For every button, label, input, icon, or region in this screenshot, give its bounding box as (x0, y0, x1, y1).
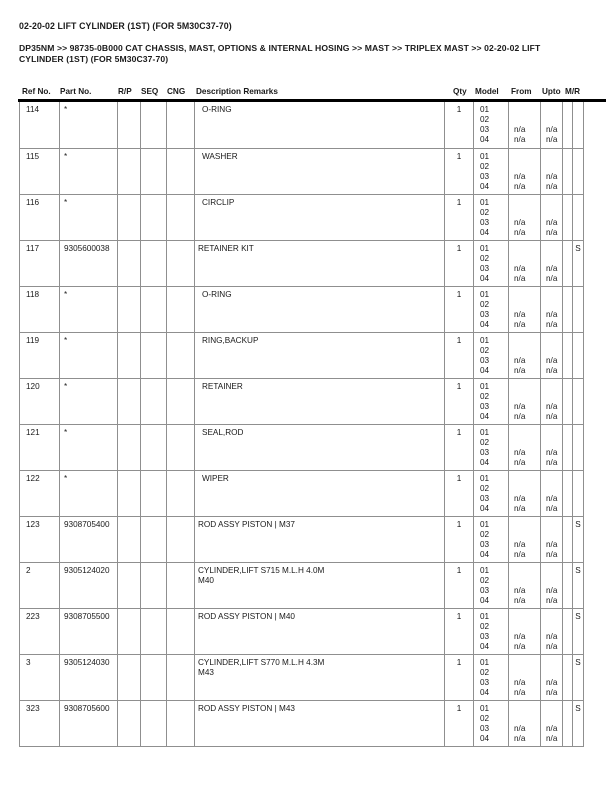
cell-ref-no: 119 (20, 332, 60, 378)
table-row (20, 332, 584, 378)
column-header-part-no: Part No. (60, 87, 92, 96)
cell-mr-right (573, 194, 584, 240)
cell-from: n/a n/a (509, 516, 541, 562)
cell-from: n/a n/a (509, 608, 541, 654)
cell-mr-left (563, 424, 573, 470)
cell-from: n/a n/a (509, 470, 541, 516)
cell-description: ROD ASSY PISTON | M43 (195, 700, 445, 746)
cell-qty: 1 (445, 516, 474, 562)
cell-mr-right (573, 378, 584, 424)
cell-description: ROD ASSY PISTON | M37 (195, 516, 445, 562)
cell-seq (141, 562, 167, 608)
cell-ref-no: 115 (20, 148, 60, 194)
column-header-qty: Qty (453, 87, 467, 96)
cell-mr-right: S (573, 516, 584, 562)
cell-part-no: * (60, 332, 118, 378)
cell-ref-no: 323 (20, 700, 60, 746)
cell-upto: n/a n/a (541, 148, 563, 194)
table-row (20, 194, 584, 240)
cell-ref-no: 123 (20, 516, 60, 562)
cell-cng (167, 240, 195, 286)
cell-mr-right (573, 332, 584, 378)
cell-mr-right (573, 102, 584, 148)
column-header-upto: Upto (542, 87, 561, 96)
table-row (20, 240, 584, 286)
page-title: 02-20-02 LIFT CYLINDER (1ST) (FOR 5M30C37-70) (19, 21, 232, 31)
cell-rp (118, 332, 141, 378)
cell-part-no: 9305124030 (60, 654, 118, 700)
cell-from: n/a n/a (509, 424, 541, 470)
cell-upto: n/a n/a (541, 286, 563, 332)
cell-rp (118, 102, 141, 148)
column-header-rp: R/P (118, 87, 132, 96)
cell-seq (141, 240, 167, 286)
cell-seq (141, 470, 167, 516)
cell-ref-no: 116 (20, 194, 60, 240)
cell-mr-right: S (573, 700, 584, 746)
cell-model: 01 02 03 04 (474, 700, 509, 746)
cell-rp (118, 608, 141, 654)
cell-seq (141, 102, 167, 148)
cell-mr-left (563, 240, 573, 286)
cell-part-no: 9308705400 (60, 516, 118, 562)
cell-qty: 1 (445, 332, 474, 378)
cell-mr-right: S (573, 562, 584, 608)
cell-cng (167, 378, 195, 424)
cell-model: 01 02 03 04 (474, 654, 509, 700)
cell-upto: n/a n/a (541, 516, 563, 562)
cell-from: n/a n/a (509, 654, 541, 700)
cell-mr-left (563, 332, 573, 378)
cell-qty: 1 (445, 424, 474, 470)
cell-rp (118, 286, 141, 332)
cell-description: CYLINDER,LIFT S715 M.L.H 4.0M M40 (195, 562, 445, 608)
cell-from: n/a n/a (509, 562, 541, 608)
cell-description: WASHER (195, 148, 445, 194)
cell-description: CIRCLIP (195, 194, 445, 240)
cell-seq (141, 700, 167, 746)
table-row (20, 608, 584, 654)
cell-cng (167, 102, 195, 148)
parts-table (19, 102, 584, 747)
cell-from: n/a n/a (509, 286, 541, 332)
cell-qty: 1 (445, 194, 474, 240)
cell-mr-left (563, 470, 573, 516)
cell-ref-no: 117 (20, 240, 60, 286)
cell-part-no: 9305600038 (60, 240, 118, 286)
cell-cng (167, 516, 195, 562)
cell-qty: 1 (445, 654, 474, 700)
cell-mr-left (563, 654, 573, 700)
cell-seq (141, 378, 167, 424)
cell-upto: n/a n/a (541, 194, 563, 240)
cell-part-no: * (60, 378, 118, 424)
cell-part-no: 9305124020 (60, 562, 118, 608)
cell-from: n/a n/a (509, 102, 541, 148)
cell-from: n/a n/a (509, 332, 541, 378)
column-header-mr: M/R (565, 87, 581, 96)
cell-seq (141, 286, 167, 332)
cell-rp (118, 424, 141, 470)
cell-seq (141, 148, 167, 194)
cell-from: n/a n/a (509, 194, 541, 240)
cell-ref-no: 114 (20, 102, 60, 148)
cell-mr-left (563, 700, 573, 746)
cell-rp (118, 148, 141, 194)
cell-mr-right: S (573, 654, 584, 700)
cell-model: 01 02 03 04 (474, 470, 509, 516)
cell-ref-no: 121 (20, 424, 60, 470)
cell-qty: 1 (445, 470, 474, 516)
table-row (20, 470, 584, 516)
cell-mr-right (573, 286, 584, 332)
cell-model: 01 02 03 04 (474, 148, 509, 194)
cell-part-no: * (60, 470, 118, 516)
cell-description: RETAINER (195, 378, 445, 424)
cell-model: 01 02 03 04 (474, 562, 509, 608)
cell-model: 01 02 03 04 (474, 332, 509, 378)
cell-mr-right: S (573, 608, 584, 654)
cell-part-no: * (60, 194, 118, 240)
table-column-headers (19, 87, 599, 98)
cell-mr-left (563, 562, 573, 608)
cell-description: RING,BACKUP (195, 332, 445, 378)
parts-table-body (20, 102, 584, 746)
cell-ref-no: 120 (20, 378, 60, 424)
cell-cng (167, 562, 195, 608)
cell-mr-left (563, 194, 573, 240)
cell-description: O-RING (195, 102, 445, 148)
cell-ref-no: 118 (20, 286, 60, 332)
cell-cng (167, 332, 195, 378)
table-row (20, 102, 584, 148)
cell-mr-left (563, 608, 573, 654)
cell-rp (118, 240, 141, 286)
cell-upto: n/a n/a (541, 608, 563, 654)
column-header-model: Model (475, 87, 499, 96)
cell-upto: n/a n/a (541, 332, 563, 378)
cell-upto: n/a n/a (541, 700, 563, 746)
cell-from: n/a n/a (509, 240, 541, 286)
cell-mr-right (573, 424, 584, 470)
cell-qty: 1 (445, 102, 474, 148)
cell-model: 01 02 03 04 (474, 608, 509, 654)
cell-cng (167, 700, 195, 746)
cell-seq (141, 424, 167, 470)
cell-qty: 1 (445, 148, 474, 194)
cell-mr-right (573, 148, 584, 194)
cell-cng (167, 148, 195, 194)
cell-model: 01 02 03 04 (474, 378, 509, 424)
cell-rp (118, 194, 141, 240)
cell-seq (141, 608, 167, 654)
cell-model: 01 02 03 04 (474, 516, 509, 562)
cell-cng (167, 608, 195, 654)
cell-part-no: 9308705600 (60, 700, 118, 746)
cell-seq (141, 332, 167, 378)
cell-qty: 1 (445, 378, 474, 424)
table-row (20, 562, 584, 608)
cell-cng (167, 654, 195, 700)
cell-ref-no: 3 (20, 654, 60, 700)
cell-part-no: * (60, 148, 118, 194)
table-row (20, 700, 584, 746)
cell-mr-left (563, 516, 573, 562)
cell-model: 01 02 03 04 (474, 240, 509, 286)
cell-mr-right: S (573, 240, 584, 286)
cell-model: 01 02 03 04 (474, 424, 509, 470)
cell-rp (118, 470, 141, 516)
cell-ref-no: 122 (20, 470, 60, 516)
cell-cng (167, 194, 195, 240)
cell-rp (118, 516, 141, 562)
cell-qty: 1 (445, 700, 474, 746)
cell-model: 01 02 03 04 (474, 286, 509, 332)
column-header-ref-no: Ref No. (22, 87, 51, 96)
cell-qty: 1 (445, 240, 474, 286)
parts-table-region (19, 102, 587, 757)
cell-from: n/a n/a (509, 700, 541, 746)
cell-model: 01 02 03 04 (474, 194, 509, 240)
cell-description: SEAL,ROD (195, 424, 445, 470)
cell-qty: 1 (445, 608, 474, 654)
cell-rp (118, 700, 141, 746)
cell-upto: n/a n/a (541, 102, 563, 148)
cell-description: RETAINER KIT (195, 240, 445, 286)
column-header-description: Description Remarks (196, 87, 278, 96)
cell-from: n/a n/a (509, 148, 541, 194)
cell-part-no: 9308705500 (60, 608, 118, 654)
cell-from: n/a n/a (509, 378, 541, 424)
cell-seq (141, 654, 167, 700)
cell-rp (118, 654, 141, 700)
cell-mr-left (563, 102, 573, 148)
table-row (20, 148, 584, 194)
cell-upto: n/a n/a (541, 654, 563, 700)
cell-qty: 1 (445, 286, 474, 332)
cell-description: CYLINDER,LIFT S770 M.L.H 4.3M M43 (195, 654, 445, 700)
cell-upto: n/a n/a (541, 470, 563, 516)
table-row (20, 424, 584, 470)
cell-ref-no: 2 (20, 562, 60, 608)
column-header-from: From (511, 87, 532, 96)
table-row (20, 516, 584, 562)
cell-mr-left (563, 378, 573, 424)
cell-upto: n/a n/a (541, 424, 563, 470)
cell-mr-right (573, 470, 584, 516)
cell-seq (141, 516, 167, 562)
breadcrumb: DP35NM >> 98735-0B000 CAT CHASSIS, MAST, OPTIONS & INTERNAL HOSING >> MAST >> TRIPLEX MAST >> 02-20-02 LIFT CYLINDER (1ST) (FOR 5M30C37-70) (19, 43, 541, 64)
cell-mr-left (563, 286, 573, 332)
cell-rp (118, 378, 141, 424)
cell-part-no: * (60, 286, 118, 332)
column-header-cng: CNG (167, 87, 186, 96)
cell-description: WIPER (195, 470, 445, 516)
cell-upto: n/a n/a (541, 562, 563, 608)
cell-cng (167, 470, 195, 516)
cell-description: ROD ASSY PISTON | M40 (195, 608, 445, 654)
cell-ref-no: 223 (20, 608, 60, 654)
cell-model: 01 02 03 04 (474, 102, 509, 148)
table-row (20, 286, 584, 332)
cell-cng (167, 424, 195, 470)
cell-mr-left (563, 148, 573, 194)
cell-seq (141, 194, 167, 240)
table-row (20, 654, 584, 700)
cell-upto: n/a n/a (541, 240, 563, 286)
cell-upto: n/a n/a (541, 378, 563, 424)
cell-part-no: * (60, 102, 118, 148)
column-header-seq: SEQ (141, 87, 159, 96)
table-row (20, 378, 584, 424)
cell-cng (167, 286, 195, 332)
cell-rp (118, 562, 141, 608)
cell-qty: 1 (445, 562, 474, 608)
cell-description: O-RING (195, 286, 445, 332)
cell-part-no: * (60, 424, 118, 470)
